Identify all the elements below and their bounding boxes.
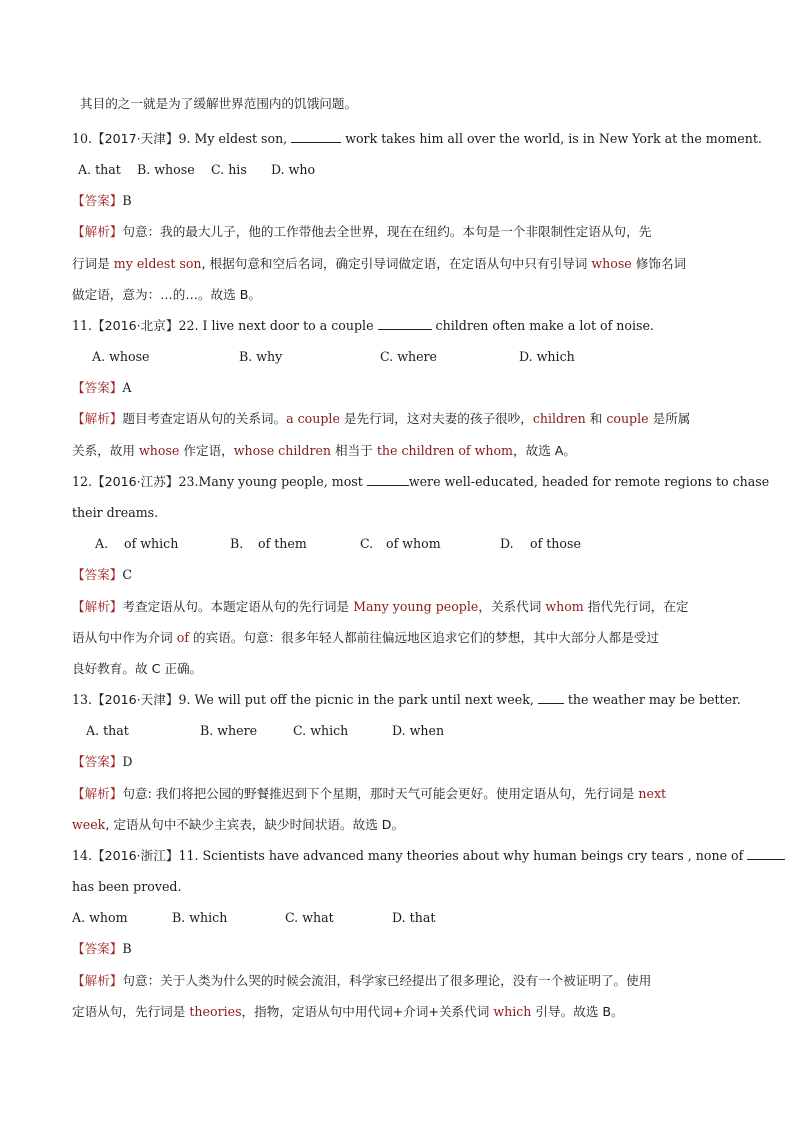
answer-label: 【答案】 xyxy=(72,193,123,208)
analysis-label: 【解析】 xyxy=(72,786,123,801)
question-11: 11.【2016·北京】22. I live next door to a couple children often make a lot of noise. xyxy=(72,318,654,333)
option-b: of them xyxy=(258,536,307,551)
option-b: B. where xyxy=(200,723,258,738)
question-10-options xyxy=(0,162,794,178)
answer-label: 【答案】 xyxy=(72,941,123,956)
option-c: C. what xyxy=(285,910,334,925)
blank-line xyxy=(291,131,341,143)
option-a: A. whom xyxy=(72,910,128,925)
question-12-line-2: their dreams. xyxy=(72,505,159,520)
question-11-options xyxy=(0,349,794,365)
analysis-13-line-1: 【解析】句意: 我们将把公园的野餐推迟到下个星期，那时天气可能会更好。使用定语从句，先行词是 next xyxy=(72,786,667,801)
question-14: 14.【2016·浙江】11. Scientists have advanced many theories about why human beings cry tears , none of xyxy=(72,848,724,864)
answer-14 xyxy=(72,941,724,957)
question-12-options xyxy=(0,536,794,552)
analysis-label: 【解析】 xyxy=(72,411,123,426)
question-10: 10.【2017·天津】9. My eldest son, work takes him all over the world, is in New York at the moment. xyxy=(72,131,762,146)
answer-value: C xyxy=(122,567,133,582)
answer-value: B xyxy=(122,193,132,208)
question-13: 13.【2016·天津】9. We will put off the picnic in the park until next week, the weather may be better. xyxy=(72,692,741,707)
question-number: 11. xyxy=(72,318,93,333)
blank-line xyxy=(367,474,409,486)
question-source: 【2016·浙江】 xyxy=(92,848,179,863)
option-a: of which xyxy=(124,536,179,551)
analysis-label: 【解析】 xyxy=(72,973,123,988)
analysis-11-line-2: 关系，故用 whose 作定语，whose children 相当于 the children of whom，故选 A。 xyxy=(72,443,576,458)
option-d: of those xyxy=(530,536,581,551)
option-d: D. which xyxy=(519,349,575,364)
option-d: D. that xyxy=(392,910,436,925)
question-number: 13. xyxy=(72,692,93,707)
question-12: 12.【2016·江苏】23.Many young people, most were well-educated, headed for remote regions to chase xyxy=(72,474,770,489)
option-a: A. whose xyxy=(92,349,150,364)
analysis-10-line-1: 【解析】句意：我的最大儿子，他的工作带他去全世界，现在在纽约。本句是一个非限制性定语从句，先 xyxy=(72,224,652,239)
option-c: C. which xyxy=(293,723,349,738)
question-13-options xyxy=(0,723,794,739)
option-d: D. who xyxy=(271,162,316,177)
intro-text: 其目的之一就是为了缓解世界范围内的饥饿问题。 xyxy=(80,96,358,111)
analysis-12-line-3: 良好教育。故 C 正确。 xyxy=(72,661,203,676)
option-b: B. whose xyxy=(137,162,195,177)
answer-13 xyxy=(72,754,724,770)
analysis-label: 【解析】 xyxy=(72,224,123,239)
analysis-14-line-1: 【解析】句意：关于人类为什么哭的时候会流泪，科学家已经提出了很多理论，没有一个被证明了。使用 xyxy=(72,973,652,988)
analysis-14-line-2: 定语从句，先行词是 theories，指物，定语从句中用代词+介词+关系代词 which 引导。故选 B。 xyxy=(72,1004,624,1019)
blank-line xyxy=(538,692,564,704)
question-14-line-2: has been proved. xyxy=(72,879,182,894)
answer-label: 【答案】 xyxy=(72,380,123,395)
option-d: D. when xyxy=(392,723,445,738)
answer-value: B xyxy=(122,941,132,956)
answer-12 xyxy=(72,567,724,583)
option-a: A. that xyxy=(86,723,129,738)
option-d-letter: D. xyxy=(500,536,514,551)
option-c: C. where xyxy=(380,349,438,364)
option-b: B. why xyxy=(239,349,283,364)
analysis-label: 【解析】 xyxy=(72,599,123,614)
answer-label: 【答案】 xyxy=(72,754,123,769)
option-c: of whom xyxy=(386,536,441,551)
answer-label: 【答案】 xyxy=(72,567,123,582)
question-source: 【2016·北京】 xyxy=(92,318,179,333)
question-number: 12. xyxy=(72,474,93,489)
question-source: 【2016·江苏】 xyxy=(92,474,179,489)
analysis-11-line-1: 【解析】题目考查定语从句的关系词。a couple 是先行词，这对夫妻的孩子很吵，children 和 couple 是所属 xyxy=(72,411,691,426)
option-a: A. that xyxy=(78,162,121,177)
answer-value: D xyxy=(122,754,133,769)
option-a-letter: A. xyxy=(95,536,109,551)
answer-10 xyxy=(72,193,724,209)
analysis-12-line-1: 【解析】考查定语从句。本题定语从句的先行词是 Many young people，关系代词 whom 指代先行词，在定 xyxy=(72,599,689,614)
answer-value: A xyxy=(122,380,132,395)
blank-line xyxy=(747,848,785,860)
analysis-10-line-2: 行词是 my eldest son, 根据句意和空后名词，确定引导词做定语，在定语从句中只有引导词 whose 修饰名词 xyxy=(72,256,687,271)
option-b: B. which xyxy=(172,910,228,925)
option-c-letter: C. xyxy=(360,536,374,551)
answer-11 xyxy=(72,380,724,396)
question-source: 【2016·天津】 xyxy=(92,692,179,707)
analysis-13-line-2: week, 定语从句中不缺少主宾表，缺少时间状语。故选 D。 xyxy=(72,817,405,832)
analysis-10-line-3: 做定语，意为：…的…。故选 B。 xyxy=(72,287,261,302)
question-14-options xyxy=(0,910,794,926)
analysis-12-line-2: 语从句中作为介词 of 的宾语。句意：很多年轻人都前往偏远地区追求它们的梦想，其中大部分人都是受过 xyxy=(72,630,659,645)
blank-line xyxy=(378,318,432,330)
question-number: 14. xyxy=(72,848,93,863)
option-b-letter: B. xyxy=(230,536,244,551)
question-source: 【2017·天津】 xyxy=(92,131,179,146)
option-c: C. his xyxy=(211,162,247,177)
question-number: 10. xyxy=(72,131,93,146)
